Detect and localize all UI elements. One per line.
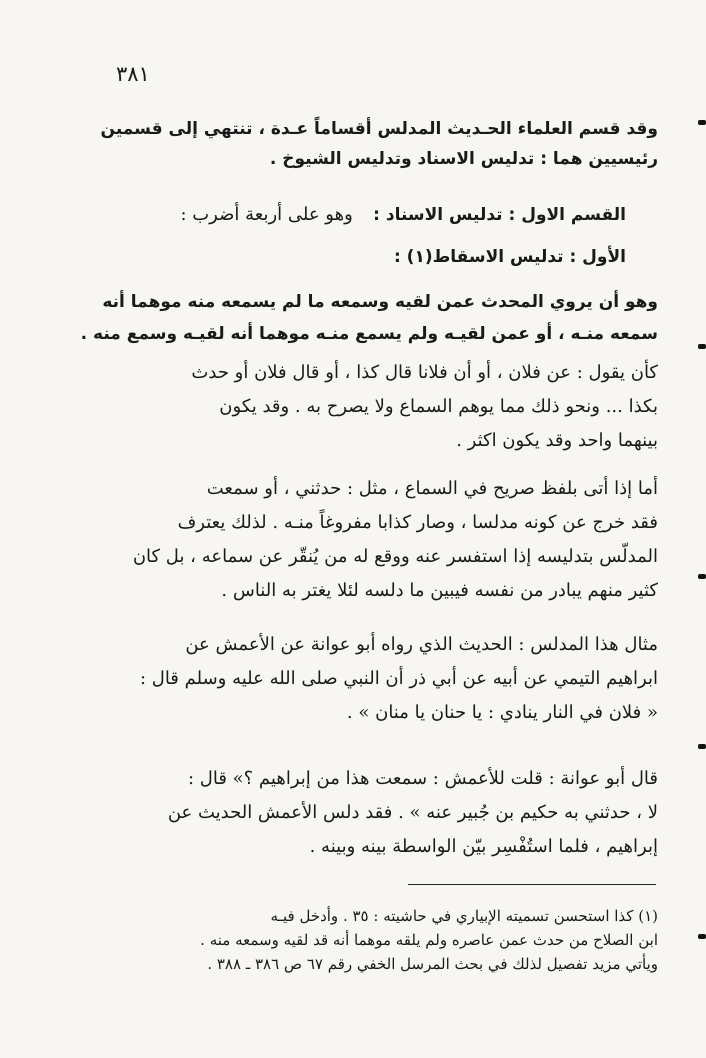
paragraph-line: كأن يقول : عن فلان ، أو أن فلانا قال كذا ، أو قال فلان أو حدث [191, 362, 658, 383]
paragraph-line: قال أبو عوانة : قلت للأعمش : سمعت هذا من إبراهيم ؟» قال : [187, 768, 658, 789]
page-number: ٣٨١ [116, 62, 150, 86]
paragraph-line: إبراهيم ، فلما استُفْسِر بيّن الواسطة بينه وبينه . [309, 836, 658, 857]
first-type-heading: الأول : تدليس الاسقاط(١) : [393, 247, 626, 267]
paragraph-line: « فلان في النار ينادي : يا حنان يا منان » . [346, 702, 658, 723]
paragraph-line: لا ، حدثني به حكيم بن جُبير عنه » . فقد دلس الأعمش الحديث عن [167, 802, 658, 823]
paragraph-line: مثال هذا المدلس : الحديث الذي رواه أبو عوانة عن الأعمش عن [185, 634, 658, 655]
footnote-line: ابن الصلاح من حدث عمن عاصره ولم يلقه موهما أنه قد لقيه وسمعه منه . [200, 931, 658, 949]
paragraph-2 [78, 472, 658, 608]
margin-mark [698, 120, 706, 125]
margin-mark [698, 744, 706, 749]
section-one-heading-row [66, 200, 626, 230]
margin-mark [698, 344, 706, 349]
paragraph-4 [78, 762, 658, 864]
intro-line: رئيسيين هما : تدليس الاسناد وتدليس الشيوخ . [269, 149, 658, 169]
definition-line: وهو أن يروي المحدث عمن لقيه وسمعه ما لم يسمعه منه موهما أنه [102, 292, 658, 312]
footnote-separator [408, 884, 656, 885]
margin-mark [698, 934, 706, 939]
paragraph-line: بكذا ... ونحو ذلك مما يوهم السماع ولا يصرح به . وقد يكون [219, 396, 658, 417]
margin-mark [698, 574, 706, 579]
paragraph-line: أما إذا أتى بلفظ صريح في السماع ، مثل : حدثني ، أو سمعت [206, 478, 658, 499]
paragraph-line: ابراهيم التيمي عن أبيه عن أبي ذر أن النبي صلى الله عليه وسلم قال : [139, 668, 658, 689]
section-one-note: وهو على أربعة أضرب : [180, 204, 353, 225]
paragraph-3 [78, 628, 658, 730]
footnote-line: (١) كذا استحسن تسميته الإبياري في حاشيته : ٣٥ . وأدخل فيـه [270, 907, 658, 925]
footnote [78, 904, 658, 976]
definition-line: سمعه منـه ، أو عمن لقيـه ولم يسمع منـه موهما أنه لقيـه وسمع منه . [80, 324, 658, 344]
paragraph-line: كثير منهم يبادر من نفسه فيبين ما دلسه لئلا يغتر به الناس . [221, 580, 658, 601]
paragraph-line: المدلّس بتدليسه إذا استفسر عنه ووقع له من يُنقّر عن سماعه ، بل كان [132, 546, 658, 567]
paragraph-line: فقد خرج عن كونه مدلسا ، وصار كذابا مفروغاً منـه . لذلك يعترف [177, 512, 658, 533]
section-one-heading: القسم الاول : تدليس الاسناد : [373, 205, 626, 225]
definition-paragraph [78, 286, 658, 350]
paragraph-1 [78, 356, 658, 458]
intro-paragraph [78, 114, 658, 174]
paragraph-line: بينهما واحد وقد يكون اكثر . [456, 430, 658, 451]
intro-line: وقد قسم العلماء الحـديث المدلس أقساماً عـدة ، تنتهي إلى قسمين [100, 119, 658, 139]
footnote-line: ويأتي مزيد تفصيل لذلك في بحث المرسل الخفي رقم ٦٧ ص ٣٨٦ ـ ٣٨٨ . [207, 955, 658, 973]
